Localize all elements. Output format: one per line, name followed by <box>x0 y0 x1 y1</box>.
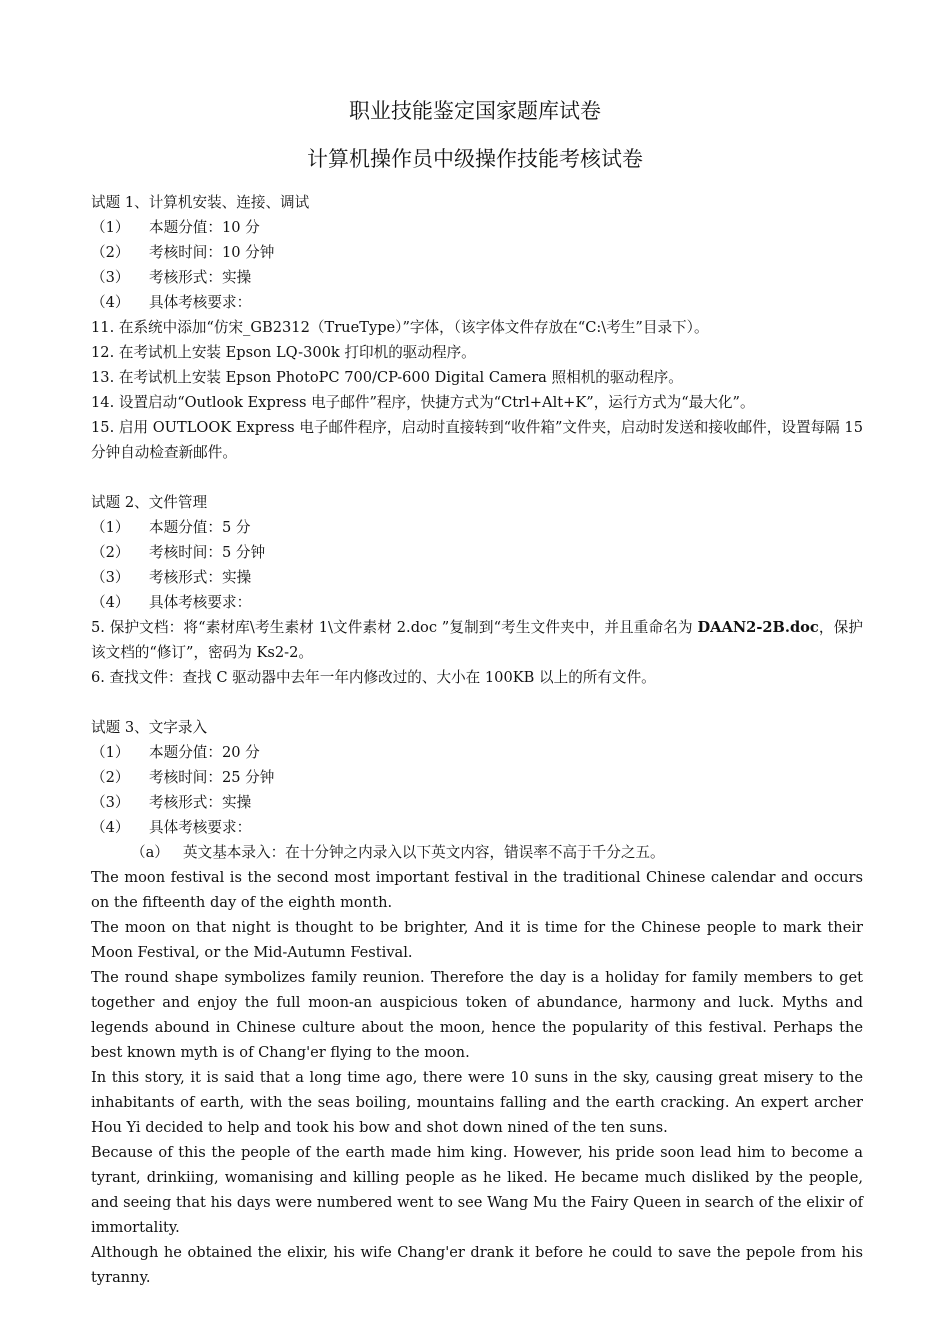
item-number: （4） <box>91 819 130 836</box>
item-text: 具体考核要求： <box>149 294 252 311</box>
section-2-item-3 <box>91 565 863 590</box>
section-3-sub-item-a <box>91 840 863 865</box>
sub-item-text: 英文基本录入：在十分钟之内录入以下英文内容，错误率不高于千分之五。 <box>183 844 665 861</box>
item-text: 本题分值：20 分 <box>149 744 260 761</box>
item-text: 考核形式：实操 <box>149 269 252 286</box>
item-number: （2） <box>91 769 130 786</box>
task-14: 14. 设置启动“Outlook Express 电子邮件”程序，快捷方式为“Ctrl+Alt+K”，运行方式为“最大化”。 <box>91 394 755 411</box>
item-text: 考核形式：实操 <box>149 569 252 586</box>
item-number: （4） <box>91 594 130 611</box>
item-text: 具体考核要求： <box>149 819 252 836</box>
section-1-item-2 <box>91 240 863 265</box>
english-paragraph-3: The round shape symbolizes family reunion. Therefore the day is a holiday for family members to get together and enjoy the full moon-an auspicious token of abundance, harmony and luck. Myths and legends abound in Chinese culture about the moon, hence the popularity of this festival. Perhaps the best known myth is of Chang'er flying to the moon. <box>91 969 863 1061</box>
sub-item-number: （a） <box>131 844 169 861</box>
item-number: （2） <box>91 244 130 261</box>
section-1-heading: 试题 1、计算机安装、连接、调试 <box>91 194 310 211</box>
item-number: （3） <box>91 269 130 286</box>
section-1-item-1 <box>91 215 863 240</box>
section-2-item-4 <box>91 590 863 615</box>
item-number: （2） <box>91 544 130 561</box>
item-number: （4） <box>91 294 130 311</box>
section-2-heading: 试题 2、文件管理 <box>91 494 208 511</box>
task-15: 15. 启用 OUTLOOK Express 电子邮件程序，启动时直接转到“收件箱”文件夹，启动时发送和接收邮件，设置每隔 15 分钟自动检查新邮件。 <box>91 419 863 461</box>
document-title: 职业技能鉴定国家题库试卷 <box>349 99 601 123</box>
english-paragraph-6: Although he obtained the elixir, his wife Chang'er drank it before he could to save the pepole from his tyranny. <box>91 1244 863 1286</box>
section-2-item-1 <box>91 515 863 540</box>
task-5-text-end: ，保护该文档的“修订”，密码为 Ks2-2。 <box>91 619 863 661</box>
item-number: （3） <box>91 794 130 811</box>
item-text: 考核时间：10 分钟 <box>149 244 275 261</box>
spacer <box>91 690 863 715</box>
task-5 <box>91 615 863 665</box>
item-text: 本题分值：5 分 <box>149 519 251 536</box>
section-2-item-2 <box>91 540 863 565</box>
section-3-item-3 <box>91 790 863 815</box>
task-12: 12. 在考试机上安装 Epson LQ-300k 打印机的驱动程序。 <box>91 344 476 361</box>
item-number: （3） <box>91 569 130 586</box>
item-text: 本题分值：10 分 <box>149 219 260 236</box>
english-paragraph-4: In this story, it is said that a long time ago, there were 10 suns in the sky, causing great misery to the inhabitants of earth, with the seas boiling, mountains falling and the earth cracking. An expert archer Hou Yi decided to help and took his bow and shot down nined of the ten suns. <box>91 1069 863 1136</box>
english-paragraph-2: The moon on that night is thought to be brighter, And it is time for the Chinese people to mark their Moon Festival, or the Mid-Autumn Festival. <box>91 919 863 961</box>
section-3-item-2 <box>91 765 863 790</box>
task-5-text: 5. 保护文档：将“素材库\考生素材 1\文件素材 2.doc ”复制到“考生文件夹中，并且重命名为 <box>91 619 698 636</box>
section-1-item-3 <box>91 265 863 290</box>
item-text: 考核时间：5 分钟 <box>149 544 266 561</box>
english-paragraph-1: The moon festival is the second most important festival in the traditional Chinese calendar and occurs on the fifteenth day of the eighth month. <box>91 869 863 911</box>
item-number: （1） <box>91 519 130 536</box>
document-subtitle: 计算机操作员中级操作技能考核试卷 <box>307 147 643 171</box>
section-1-item-4 <box>91 290 863 315</box>
item-text: 具体考核要求： <box>149 594 252 611</box>
task-6: 6. 查找文件：查找 C 驱动器中去年一年内修改过的、大小在 100KB 以上的所有文件。 <box>91 669 656 686</box>
item-number: （1） <box>91 219 130 236</box>
item-text: 考核形式：实操 <box>149 794 252 811</box>
spacer <box>91 465 863 490</box>
section-3-item-1 <box>91 740 863 765</box>
task-5-filename: DAAN2-2B.doc <box>697 619 819 636</box>
english-paragraph-5: Because of this the people of the earth made him king. However, his pride soon lead him to become a tyrant, drinkiing, womanising and killing people as he liked. He became much disliked by the people, and seeing that his days were numbered went to see Wang Mu the Fairy Queen in search of the elixir of immortality. <box>91 1144 863 1236</box>
document-body <box>91 190 863 1290</box>
section-3-item-4 <box>91 815 863 840</box>
item-number: （1） <box>91 744 130 761</box>
task-13: 13. 在考试机上安装 Epson PhotoPC 700/CP-600 Digital Camera 照相机的驱动程序。 <box>91 369 683 386</box>
section-3-heading: 试题 3、文字录入 <box>91 719 208 736</box>
task-11: 11. 在系统中添加“仿宋_GB2312（TrueType）”字体，（该字体文件存放在“C:\考生”目录下）。 <box>91 319 709 336</box>
item-text: 考核时间：25 分钟 <box>149 769 275 786</box>
